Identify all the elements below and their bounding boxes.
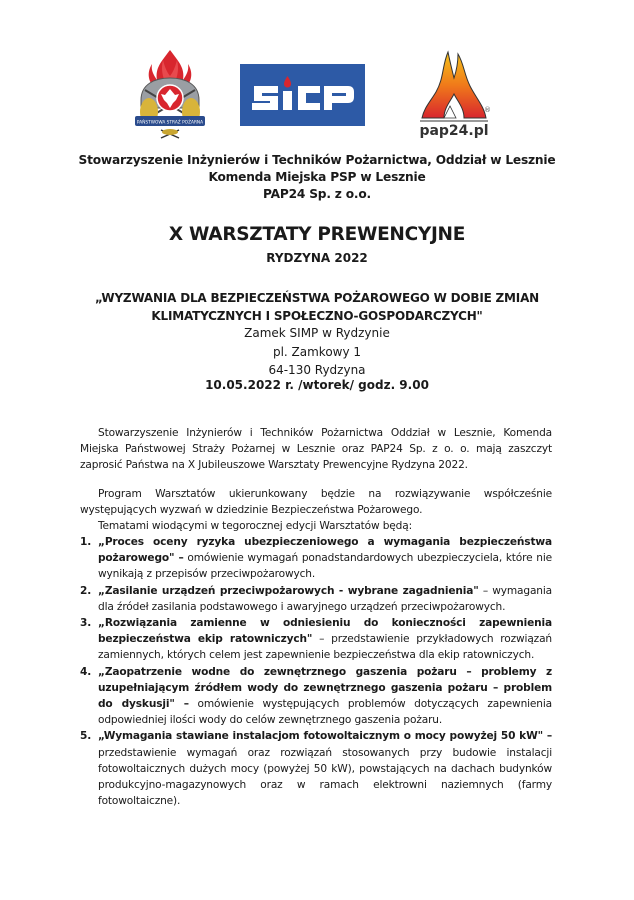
topic-item	[80, 534, 552, 583]
topic-heading: „Zasilanie urządzeń przeciwpożarowych - wybrane zagadnienia"	[98, 584, 479, 597]
topic-description: omówienie wymagań ponadstandardowych ubezpieczyciela, które nie wynikają z przepisów przeciwpożarowych.	[98, 552, 552, 581]
topic-description: omówienie występujących problemów dotyczących zapewnienia odpowiedniej ilości wody do celów zewnętrznego gaszenia pożaru.	[98, 698, 552, 727]
topic-heading: „Zaopatrzenie wodne do zewnętrznego gaszenia pożaru – problemy z uzupełniającym źródłem wody do zewnętrznego gaszenia pożaru – problem do dyskusji" –	[98, 665, 552, 711]
event-date: 10.05.2022 r. /wtorek/ godz. 9.00	[205, 378, 429, 392]
topic-description: przedstawienie wymagań oraz rozwiązań stosowanych przy budowie instalacji fotowoltaicznych dużych mocy (powyżej 50 kW), powstających na dachach budynków produkcyjno-magazynowych oraz w ramach elektrowni naziemnych (farmy fotowoltaiczne).	[98, 746, 552, 808]
venue-block	[0, 324, 634, 380]
topics-list	[80, 534, 552, 809]
venue-name: Zamek SIMP w Rydzynie	[244, 326, 390, 340]
theme-line-1: „WYZWANIA DLA BEZPIECZEŃSTWA POŻAROWEGO W DOBIE ZMIAN	[94, 291, 539, 305]
svg-text:®: ®	[484, 106, 491, 114]
topic-description: – wymagania dla źródeł zasilania podstawowego i awaryjnego urządzeń przeciwpożarowych.	[98, 584, 553, 613]
intro-paragraph: Stowarzyszenie Inżynierów i Techników Pożarnictwa Oddział w Lesznie, Komenda Miejska Państwowej Straży Pożarnej w Lesznie oraz PAP24 Sp. z o. o. mają zaszczyt zaprosić Państwa na X Jubileuszowe Warsztaty Prewencyjne Rydzyna 2022.	[80, 427, 552, 472]
topic-item	[80, 728, 552, 809]
logos-row	[0, 48, 634, 140]
organizer-pap24: PAP24 Sp. z o.o.	[263, 187, 371, 201]
organizers-block	[0, 152, 634, 203]
svg-text:PAŃSTWOWA STRAŻ POŻARNA: PAŃSTWOWA STRAŻ POŻARNA	[136, 120, 204, 126]
sitp-logo	[240, 64, 365, 126]
program-paragraph: Program Warsztatów ukierunkowany będzie na rozwiązywanie współcześnie występujących wyzwań w dziedzinie Bezpieczeństwa Pożarowego.	[80, 488, 552, 517]
topic-heading: „Proces oceny ryzyka ubezpieczeniowego a wymagania bezpieczeństwa pożarowego" –	[98, 536, 552, 565]
topic-item	[80, 615, 552, 664]
page-subtitle: RYDZYNA 2022	[266, 251, 368, 265]
topic-heading: „Rozwiązania zamienne w odniesieniu do konieczności zapewnienia bezpieczeństwa ekip ratowniczych"	[98, 617, 552, 646]
topic-number: 5.	[80, 730, 92, 743]
topic-item	[80, 583, 552, 615]
organizer-sitp: Stowarzyszenie Inżynierów i Techników Pożarnictwa, Oddział w Lesznie	[78, 153, 556, 167]
topic-heading: „Wymagania stawiane instalacjom fotowoltaicznym o mocy powyżej 50 kW" –	[98, 730, 552, 743]
topic-description: – przedstawienie przykładowych rozwiązań zamiennych, których celem jest zapewnienie bezpieczeństwa dla ekip ratowniczych.	[98, 633, 552, 662]
venue-street: pl. Zamkowy 1	[272, 344, 362, 359]
topic-number: 2.	[80, 584, 92, 597]
svg-text:pap24.pl: pap24.pl	[419, 123, 489, 139]
topics-intro: Tematami wiodącymi w tegorocznej edycji Warsztatów będą:	[98, 520, 412, 532]
topic-number: 4.	[80, 665, 92, 678]
page-title: X WARSZTATY PREWENCYJNE	[168, 224, 466, 245]
psp-emblem-logo	[131, 48, 209, 140]
organizer-kmpsp: Komenda Miejska PSP w Lesznie	[208, 170, 426, 184]
pap24-logo	[414, 48, 494, 140]
topic-number: 3.	[80, 617, 92, 630]
topic-number: 1.	[80, 536, 92, 548]
theme-line-2: KLIMATYCZNYCH I SPOŁECZNO-GOSPODARCZYCH"	[151, 308, 483, 323]
topic-item	[80, 664, 552, 729]
workshop-theme	[0, 290, 634, 325]
venue-city: 64-130 Rydzyna	[268, 363, 366, 377]
